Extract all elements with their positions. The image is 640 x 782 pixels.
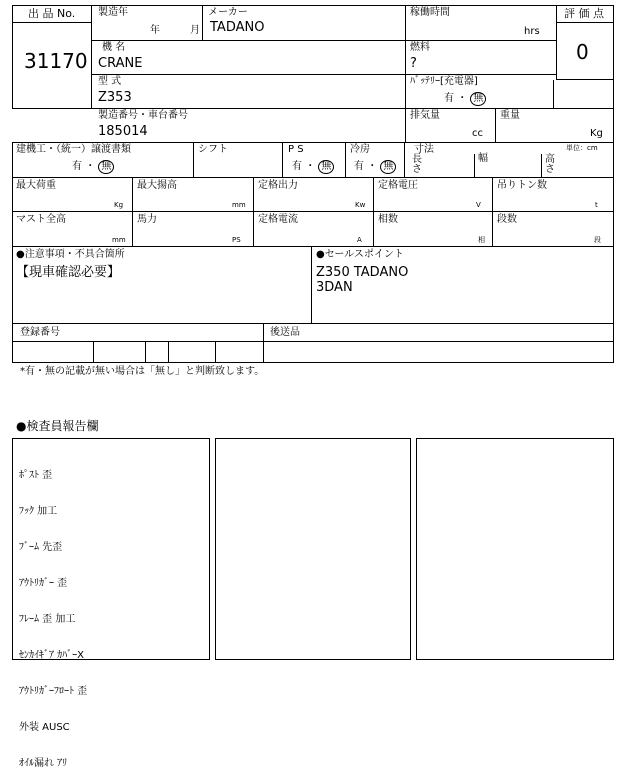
line bbox=[132, 177, 133, 246]
line bbox=[12, 323, 614, 324]
line bbox=[92, 108, 614, 109]
inspector-box-3 bbox=[416, 438, 614, 660]
line bbox=[12, 177, 614, 178]
lift-ton-label: 吊りトン数 bbox=[497, 180, 547, 191]
model-type-label: 型 式 bbox=[98, 76, 122, 87]
hours-label: 稼働時間 bbox=[410, 7, 450, 18]
displacement-label: 排気量 bbox=[410, 110, 440, 121]
line bbox=[12, 211, 614, 212]
serial-label: 製造番号・車台番号 bbox=[98, 110, 188, 121]
serial-value: 185014 bbox=[98, 124, 148, 139]
weight-label: 重量 bbox=[500, 110, 520, 121]
line bbox=[474, 154, 475, 177]
dimensions-width: 幅 bbox=[478, 153, 488, 164]
listing-label: 出 品 No. bbox=[28, 7, 76, 20]
inspector-line: ｾﾝｶｲｷﾞｱ ｶﾊﾞｰX bbox=[19, 650, 85, 661]
line bbox=[12, 22, 92, 23]
ps-options bbox=[292, 160, 334, 174]
mast-height-label: マスト全高 bbox=[16, 214, 66, 225]
rated-current-label: 定格電流 bbox=[258, 214, 298, 225]
ac-options bbox=[354, 160, 396, 174]
line bbox=[311, 246, 312, 323]
inspector-line: ﾌﾚｰﾑ 歪 加工 bbox=[19, 614, 76, 625]
weight-unit: Kg bbox=[590, 128, 603, 139]
registration-label: 登録番号 bbox=[20, 327, 60, 338]
ac-no: 無 bbox=[380, 160, 396, 174]
inspector-line: ｱｳﾄﾘｶﾞｰ 歪 bbox=[19, 578, 68, 589]
line bbox=[12, 246, 614, 247]
transfer-doc-label: 建機工・（統一）譲渡書類 bbox=[16, 144, 131, 155]
horsepower-unit: PS bbox=[232, 236, 241, 244]
max-lift-unit: mm bbox=[232, 201, 246, 209]
line bbox=[282, 142, 283, 177]
line bbox=[541, 154, 542, 177]
ps-yes: 有 bbox=[292, 161, 302, 172]
inspector-line: ｱｳﾄﾘｶﾞｰﾌﾛｰﾄ 歪 bbox=[19, 686, 88, 697]
sales-line-1: Z350 TADANO bbox=[316, 265, 409, 280]
line bbox=[168, 341, 169, 363]
footnote: *有・無の記載が無い場合は「無し」と判断致します。 bbox=[20, 366, 265, 377]
fuel-value: ? bbox=[410, 56, 417, 71]
sales-label: ●セールスポイント bbox=[316, 249, 404, 260]
inspector-line: ﾌｯｸ 加工 bbox=[19, 506, 58, 517]
maker-label: メーカー bbox=[208, 7, 248, 18]
dimensions-length bbox=[412, 155, 422, 175]
max-lift-label: 最大揚高 bbox=[137, 180, 177, 191]
line bbox=[12, 341, 614, 342]
rating-value: 0 bbox=[576, 40, 589, 64]
dimensions-unit-note: 単位：cm bbox=[566, 144, 598, 152]
line bbox=[263, 323, 264, 363]
battery-options bbox=[444, 92, 486, 106]
fuel-label: 燃料 bbox=[410, 42, 430, 53]
transfer-doc-no: 無 bbox=[98, 160, 114, 174]
ps-no: 無 bbox=[318, 160, 334, 174]
line bbox=[404, 142, 405, 177]
line bbox=[613, 80, 614, 142]
year-label: 製造年 bbox=[98, 7, 128, 18]
model-type-value: Z353 bbox=[98, 90, 132, 105]
line bbox=[202, 5, 203, 40]
battery-dot: ・ bbox=[457, 93, 468, 104]
mast-height-unit: mm bbox=[112, 236, 126, 244]
line bbox=[193, 142, 194, 177]
max-load-label: 最大荷重 bbox=[16, 180, 56, 191]
ac-yes: 有 bbox=[354, 161, 364, 172]
battery-yes: 有 bbox=[444, 93, 454, 104]
notes-value: 【現車確認必要】 bbox=[16, 265, 121, 280]
line bbox=[145, 341, 146, 363]
rated-voltage-label: 定格電圧 bbox=[378, 180, 418, 191]
battery-label: ﾊﾞｯﾃﾘｰ[充電器] bbox=[410, 76, 478, 87]
month-unit: 月 bbox=[190, 25, 200, 36]
transfer-doc-options bbox=[72, 160, 114, 174]
transfer-doc-dot: ・ bbox=[85, 161, 96, 172]
shipping-label: 後送品 bbox=[270, 327, 300, 338]
shift-label: シフト bbox=[198, 144, 228, 155]
ps-label: P S bbox=[288, 144, 304, 155]
line bbox=[93, 341, 94, 363]
line bbox=[556, 22, 614, 23]
line bbox=[92, 74, 405, 75]
battery-no: 無 bbox=[470, 92, 486, 106]
line bbox=[553, 80, 554, 108]
line bbox=[253, 177, 254, 246]
displacement-unit: cc bbox=[472, 128, 483, 139]
dimensions-height bbox=[545, 155, 555, 175]
inspector-title: ●検査員報告欄 bbox=[16, 419, 99, 433]
hours-unit: hrs bbox=[524, 26, 540, 37]
model-name-value: CRANE bbox=[98, 56, 143, 71]
dimensions-length-text: 長さ bbox=[412, 154, 422, 175]
inspector-box-2 bbox=[215, 438, 411, 660]
inspector-line: ﾌﾞｰﾑ 先歪 bbox=[19, 542, 63, 553]
lift-ton-unit: t bbox=[595, 201, 598, 209]
phases-label: 相数 bbox=[378, 214, 398, 225]
ac-label: 冷房 bbox=[350, 144, 370, 155]
line bbox=[495, 108, 496, 142]
model-name-label: 機 名 bbox=[102, 42, 126, 53]
rated-output-label: 定格出力 bbox=[258, 180, 298, 191]
stages-unit: 段 bbox=[594, 236, 601, 244]
line bbox=[92, 5, 556, 6]
ps-dot: ・ bbox=[305, 161, 316, 172]
line bbox=[405, 5, 406, 142]
line bbox=[92, 40, 556, 41]
year-unit: 年 bbox=[150, 25, 160, 36]
rating-label: 評 価 点 bbox=[564, 7, 604, 20]
rated-voltage-unit: V bbox=[476, 201, 481, 209]
ac-dot: ・ bbox=[367, 161, 378, 172]
rated-output-unit: Kw bbox=[355, 201, 366, 209]
inspector-line: ﾎﾟｽﾄ 歪 bbox=[19, 470, 53, 481]
max-load-unit: Kg bbox=[114, 201, 124, 209]
line bbox=[405, 74, 556, 75]
inspector-line: ｵｲﾙ漏れ ｱﾘ bbox=[19, 758, 68, 769]
dimensions-label: 寸法 bbox=[414, 144, 434, 155]
dimensions-height-text: 高さ bbox=[545, 154, 555, 175]
stages-label: 段数 bbox=[497, 214, 517, 225]
inspector-line: 外装 AUSC bbox=[19, 722, 70, 733]
rated-current-unit: A bbox=[357, 236, 362, 244]
line bbox=[345, 142, 346, 177]
inspector-lines bbox=[19, 446, 87, 782]
sales-line-2: 3DAN bbox=[316, 280, 353, 295]
phases-unit: 相 bbox=[478, 236, 485, 244]
transfer-doc-yes: 有 bbox=[72, 161, 82, 172]
line bbox=[492, 177, 493, 246]
maker-value: TADANO bbox=[210, 20, 265, 35]
notes-label: ●注意事項・不具合箇所 bbox=[16, 249, 125, 260]
horsepower-label: 馬力 bbox=[137, 214, 157, 225]
line bbox=[215, 341, 216, 363]
listing-number: 31170 bbox=[24, 49, 88, 73]
line bbox=[373, 177, 374, 246]
